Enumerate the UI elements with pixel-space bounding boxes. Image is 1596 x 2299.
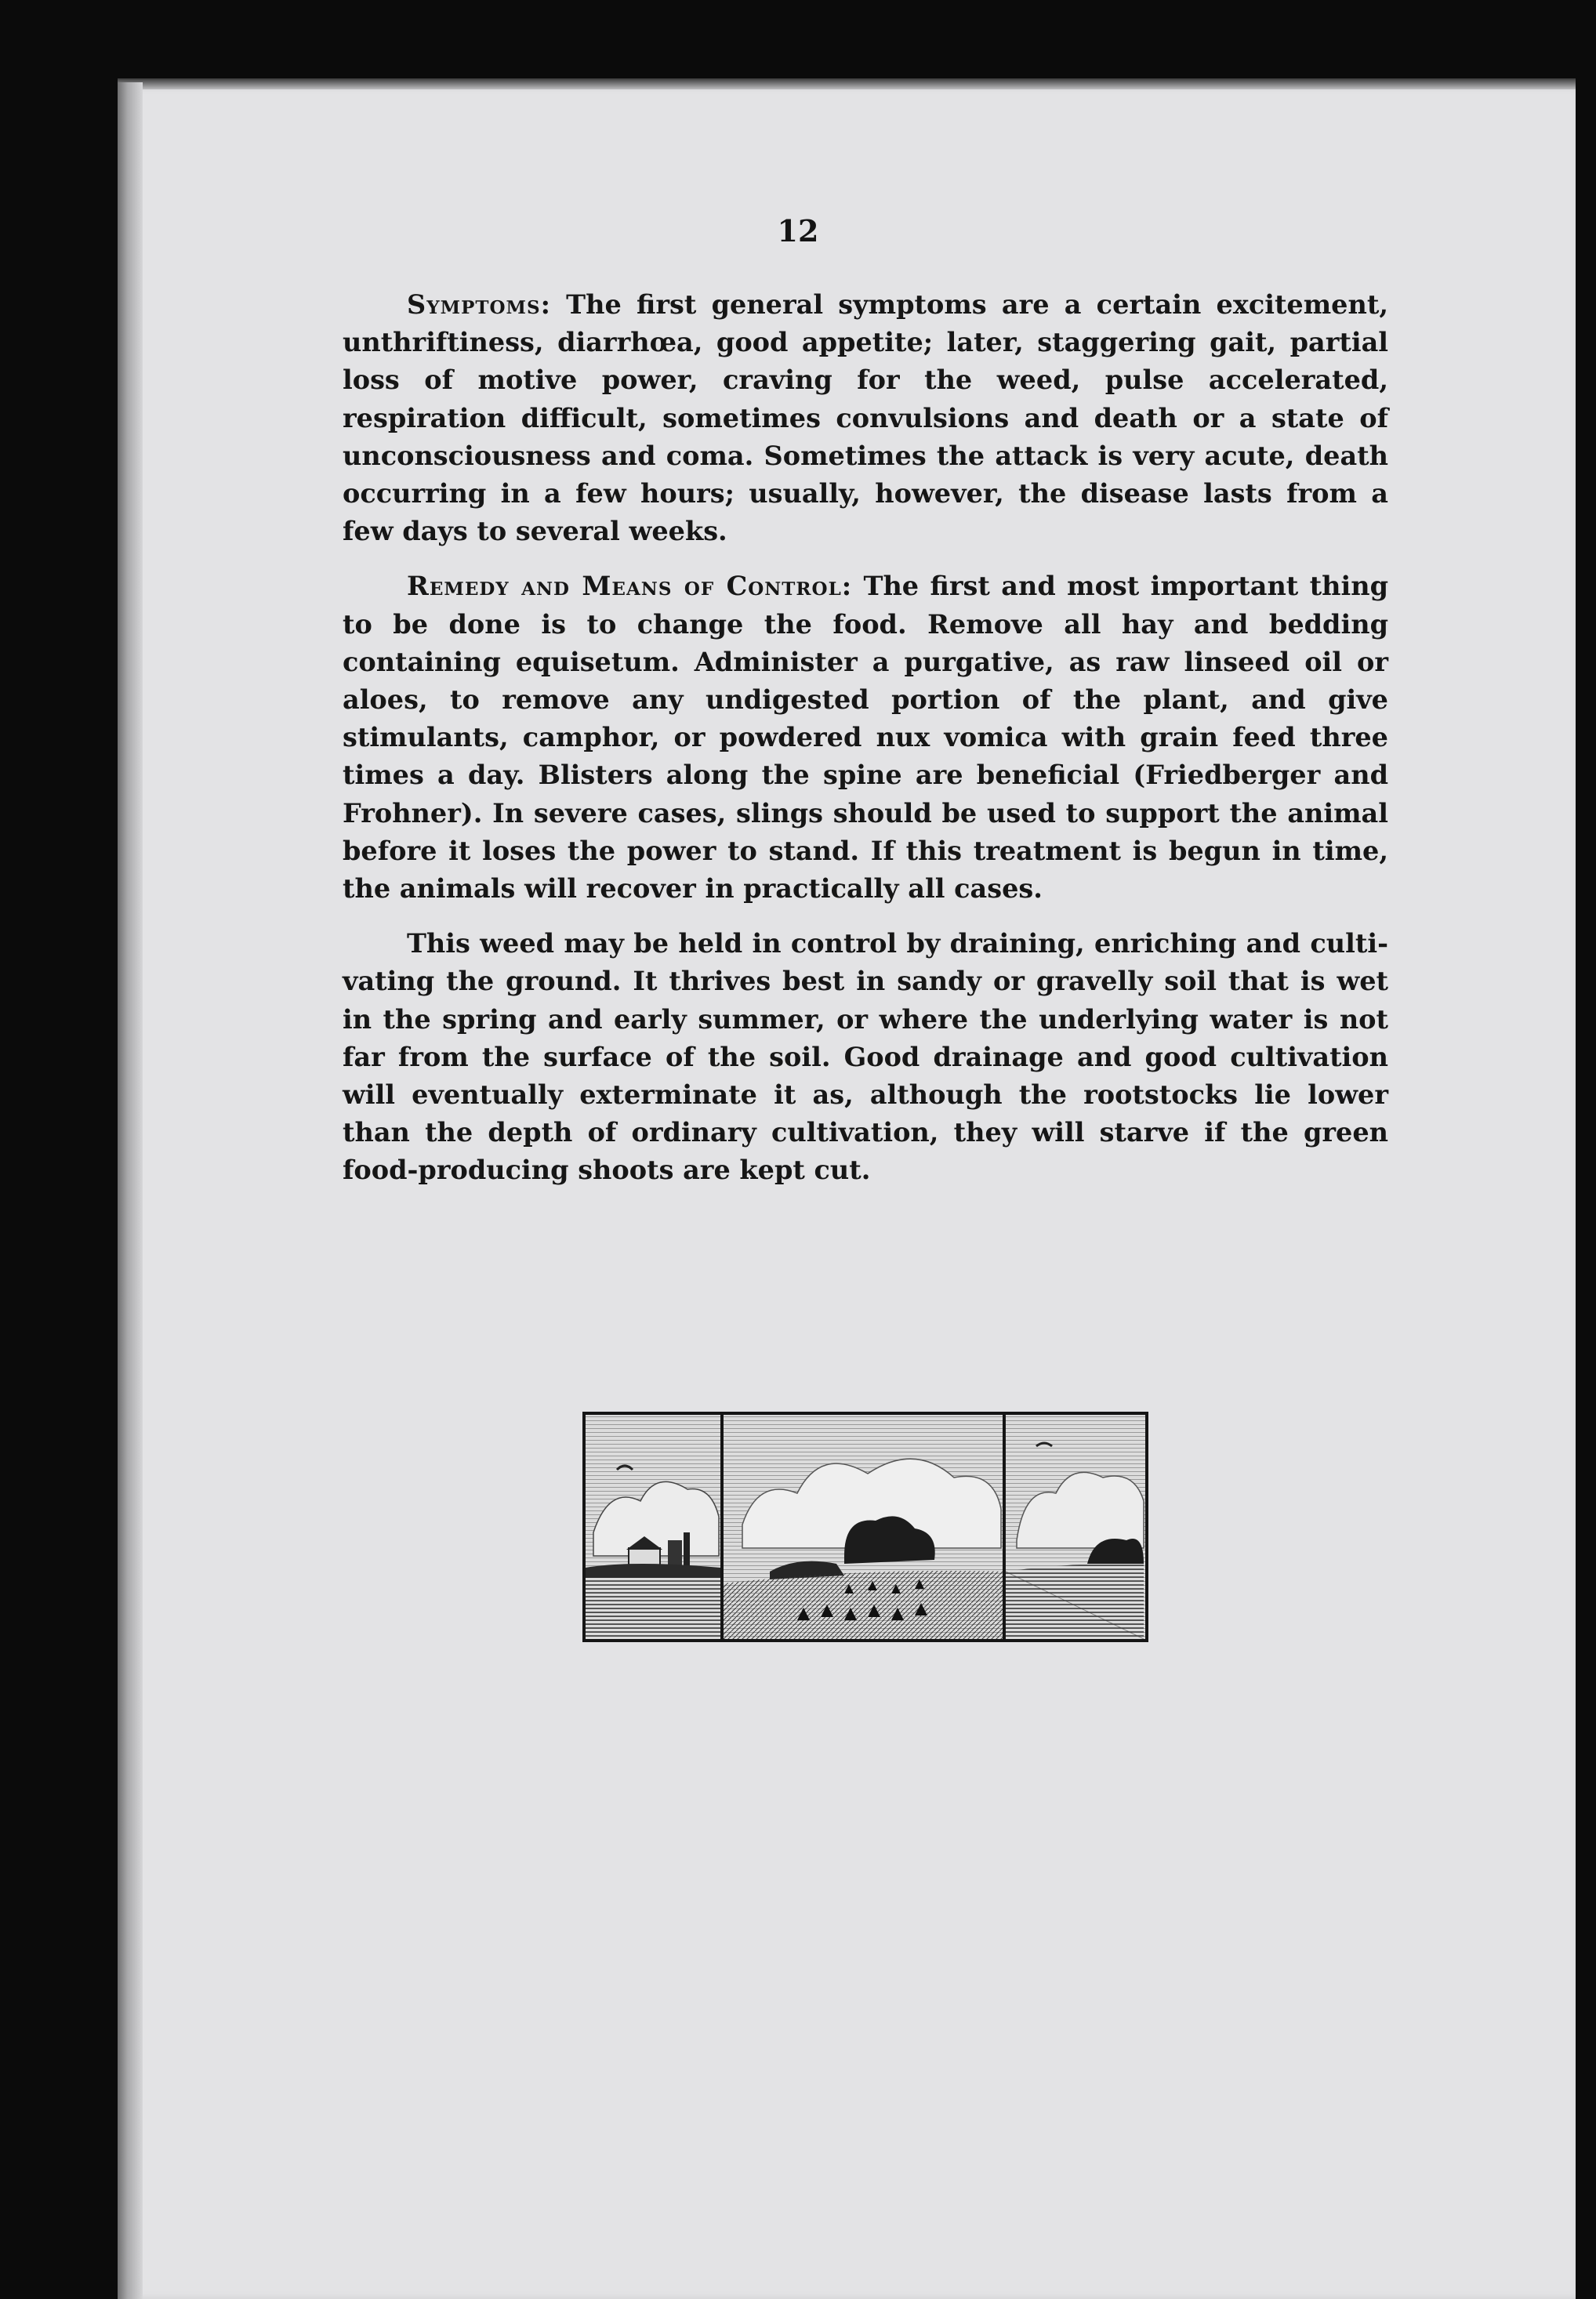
page-top-edge — [118, 78, 1576, 89]
paragraph-symptoms — [343, 286, 1388, 550]
page-number: 12 — [777, 213, 819, 248]
paragraph-control — [343, 925, 1388, 1189]
scan-border-right — [1576, 82, 1596, 2299]
paragraph-remedy — [343, 567, 1388, 908]
paragraph-lead: Symptoms: — [407, 289, 551, 320]
paragraph-text: This weed may be held in control by draining, enriching and cultivating the ground. It thrives best in sandy or gravelly soil that is wet in the spring and early summer, or where the underlying water is not far from the surface of the soil. Good drainage and good cultivation will eventually exterminate it as, although the rootstocks lie lower than the depth of ordinary cultivation, they will starve if the green food-producing shoots are kept cut. — [343, 928, 1388, 1186]
paragraph-text: The first general symptoms are a certain excitement, unthriftiness, diarrhœa, good appetite; later, staggering gait, partial loss of motive power, craving for the weed, pulse accelerated, respiration difficult, sometimes convulsions and death or a state of unconsciousness and coma. Sometimes the attack is very acute, death occurring in a few hours; usually, however, the disease lasts from a few days to several weeks. — [343, 289, 1388, 547]
paragraph-text: The first and most important thing to be done is to change the food. Remove all hay and bedding containing equisetum. Administer a purgative, as raw linseed oil or aloes, to remove any undigested portion of the plant, and give stimulants, camphor, or powdered nux vomica with grain feed three times a day. Blisters along the spine are beneficial (Friedberger and Frohner). In severe cases, slings should be used to support the animal before it loses the power to stand. If this treatment is begun in time, the animals will recover in practically all cases. — [343, 571, 1389, 905]
page-binding-edge — [118, 82, 143, 2299]
landscape-illustration — [582, 1412, 1148, 1642]
paragraph-lead: Remedy and Means of Control: — [407, 571, 853, 602]
text-body — [343, 286, 1388, 1207]
landscape-woodcut-icon — [586, 1415, 1145, 1639]
